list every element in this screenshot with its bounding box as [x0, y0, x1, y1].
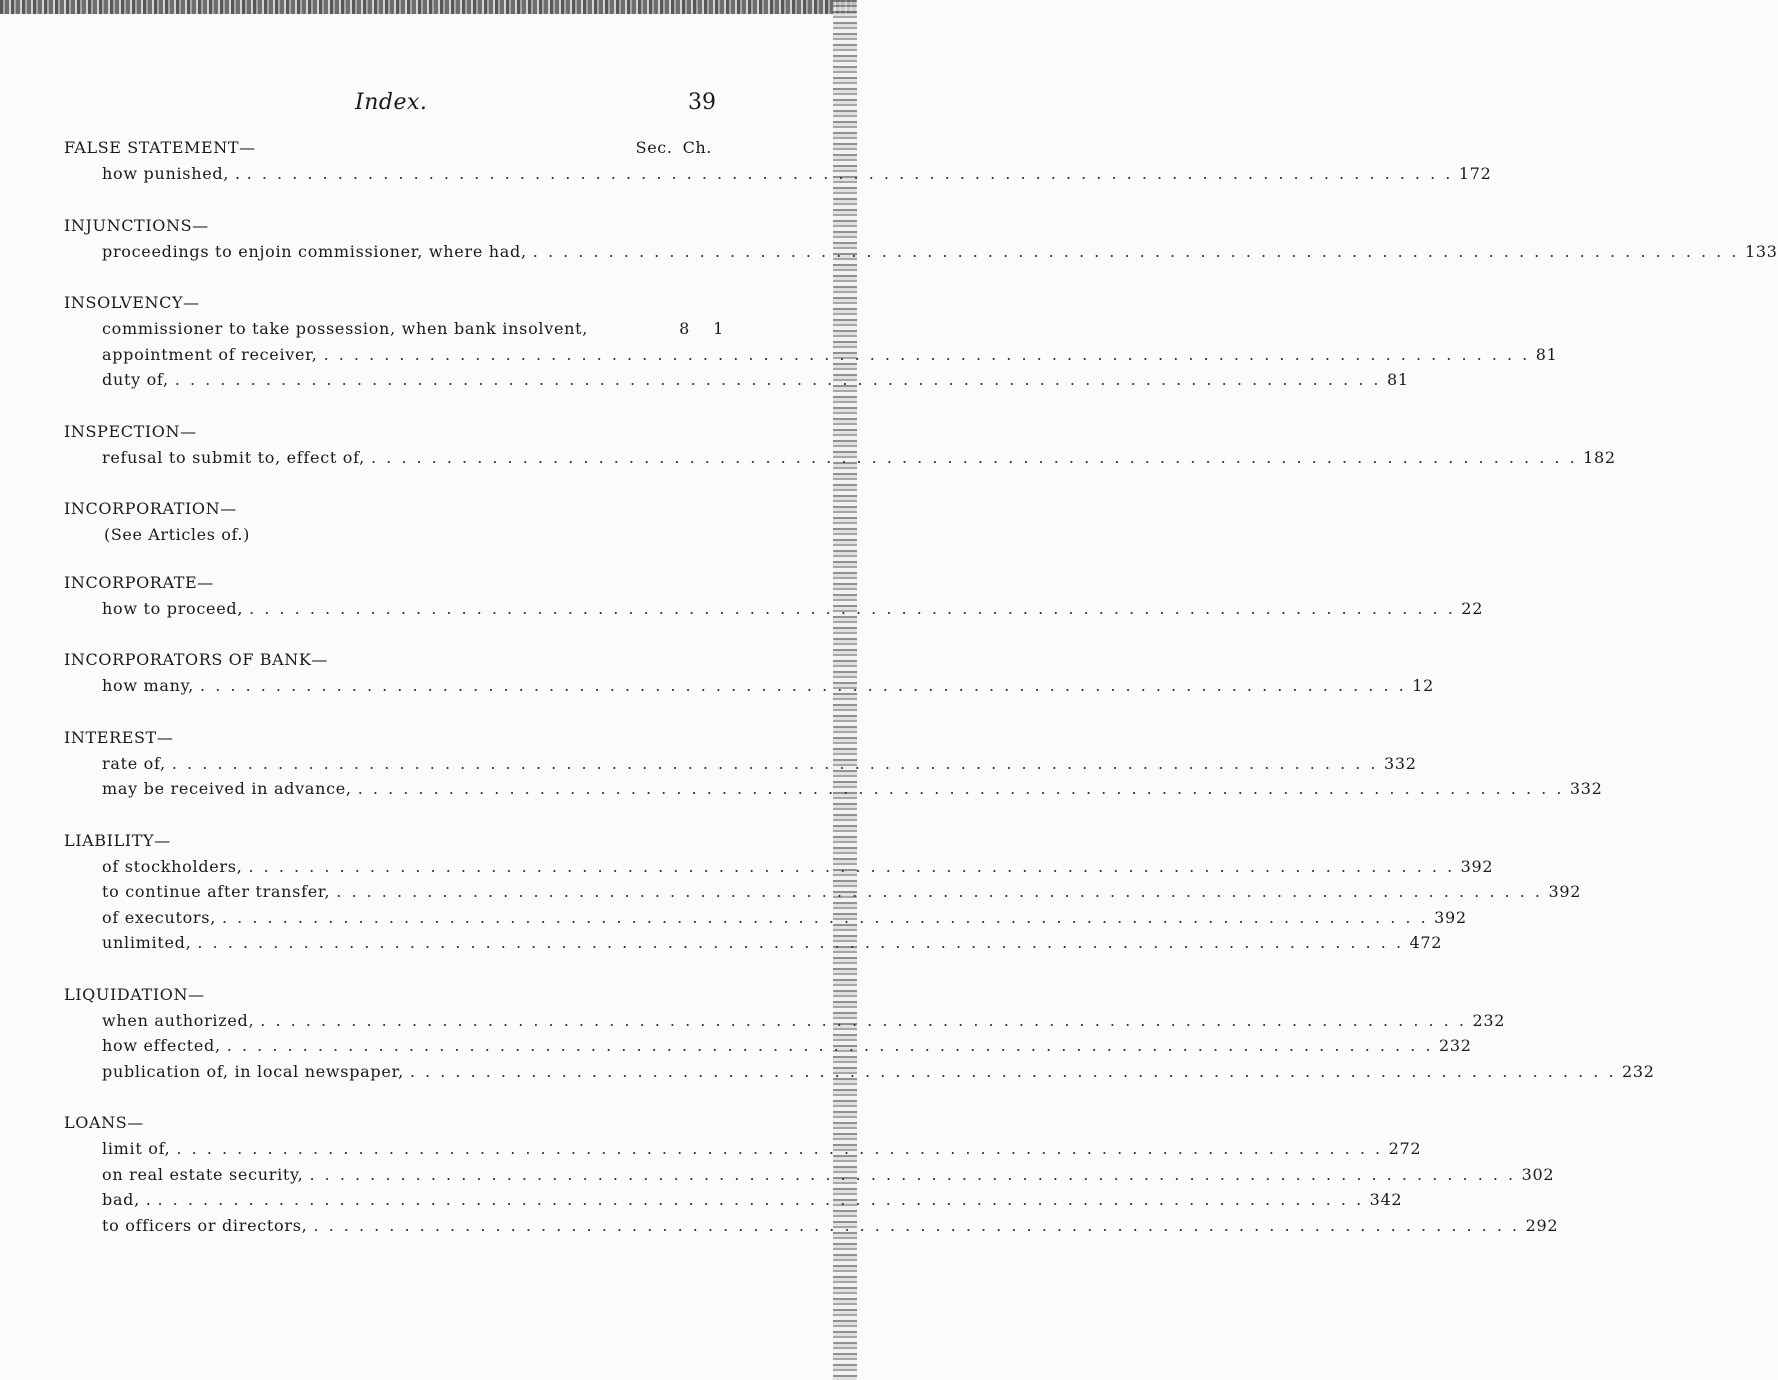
section-heading: INSOLVENCY—	[64, 293, 200, 312]
index-entry	[64, 319, 724, 345]
section-number: 8	[679, 319, 690, 338]
index-entry	[64, 1164, 1555, 1191]
entry-text: of executors,	[102, 907, 216, 927]
index-entry	[64, 370, 1409, 396]
chapter-number: 2	[1482, 856, 1494, 876]
dot-leader: . . . . . . . . . . . . . . . . . . . . . . . . . . . . . . . . . . . . . . . . . . . . . . . . . . . . . . . . . . . . . . . . . . . . . . . . . . . . . . . .	[336, 882, 1543, 901]
chapter-number: 2	[1591, 779, 1603, 798]
dot-leader: . . . . . . . . . . . . . . . . . . . . . . . . . . . . . . . . . . . . . . . . . . . . . . . . . . . . . . . . . . . . . . . . . . . . . . . . . . . . . . . .	[309, 1164, 1516, 1184]
index-section	[64, 984, 1655, 1114]
section-spacer	[64, 805, 724, 831]
index-section	[64, 727, 1603, 831]
index-entry	[64, 344, 1558, 371]
entry-text: refusal to submit to, effect of,	[102, 447, 365, 467]
index-entry	[64, 164, 1492, 190]
index-entry	[64, 1061, 1655, 1088]
section-heading-row	[64, 138, 724, 164]
index-entry	[64, 1139, 1422, 1165]
entry-text: when authorized,	[102, 1010, 255, 1030]
section-spacer	[64, 551, 724, 573]
index-entry	[64, 1036, 1472, 1062]
section-heading-row	[64, 499, 724, 525]
section-number: 33	[1569, 779, 1592, 798]
section-heading: INSPECTION—	[64, 421, 197, 441]
dot-leader: . . . . . . . . . . . . . . . . . . . . . . . . . . . . . . . . . . . . . . . . . . . . . . . . . . . . . . . . . . . . . . . . . . . . . . . . . . . . . . . .	[323, 344, 1530, 364]
dot-leader: . . . . . . . . . . . . . . . . . . . . . . . . . . . . . . . . . . . . . . . . . . . . . . . . . . . . . . . . . . . . . . . . . . . . . . . . . . . . . . . .	[174, 370, 1381, 389]
dot-leader: . . . . . . . . . . . . . . . . . . . . . . . . . . . . . . . . . . . . . . . . . . . . . . . . . . . . . . . . . . . . . . . . . . . . . . . . . . . . . . . .	[248, 856, 1455, 876]
index-section	[64, 421, 1616, 500]
entry-text: how many,	[102, 676, 195, 695]
chapter-number: 2	[1460, 1036, 1472, 1055]
section-heading: LIABILITY—	[64, 830, 171, 850]
chapter-number: 2	[1455, 907, 1467, 927]
entry-text: proceedings to enjoin commissioner, where had,	[102, 241, 527, 261]
section-heading: INCORPORATORS OF BANK—	[64, 650, 328, 669]
section-number: 30	[1521, 1164, 1544, 1184]
chapter-number: 2	[1472, 598, 1484, 618]
section-heading-row	[64, 985, 724, 1011]
section-heading-row	[64, 293, 724, 319]
chapter-number: 2	[1410, 1139, 1422, 1158]
chapter-number: 2	[1391, 1190, 1403, 1209]
index-entry	[64, 753, 1417, 780]
section-heading-row	[64, 650, 724, 676]
entry-text: to officers or directors,	[102, 1215, 308, 1235]
index-entry	[64, 676, 1434, 702]
section-heading-row	[64, 831, 724, 857]
section-number: 8	[1535, 344, 1547, 364]
entry-text: how punished, .	[102, 164, 241, 183]
dot-leader: . . . . . . . . . . . . . . . . . . . . . . . . . . . . . . . . . . . . . . . . . . . . . . . . . . . . . . . . . . . . . . . . . . . . . . . . . . . . . . . .	[197, 933, 1404, 952]
index-section	[64, 138, 1492, 216]
section-heading: INCORPORATE—	[64, 572, 214, 592]
index-entry	[64, 933, 1443, 959]
section-number: 8	[1386, 370, 1398, 389]
scan-top-edge	[0, 0, 857, 14]
entry-text: how to proceed,	[102, 598, 244, 618]
entry-text: publication of, in local newspaper,	[102, 1061, 404, 1081]
chapter-number: 3	[1766, 241, 1778, 261]
running-title: Index.	[355, 90, 428, 115]
index-section	[64, 499, 724, 573]
dot-leader: . . . . . . . . . . . . . . . . . . . . . . . . . . . . . . . . . . . . . . . . . . . . . . . . . . . . . . . . . . . . . . . . . . . . . . . . . . . . . . . .	[221, 907, 1429, 927]
dot-leader: . . . . . . . . . . . . . . . . . . . . . . . . . . . . . . . . . . . . . . . . . . . . . . . . . . . . . . . . . . . . . . . . . . . . . . . . . . . . . . . .	[246, 164, 1453, 183]
section-spacer	[64, 267, 724, 293]
section-heading: INCORPORATION—	[64, 499, 237, 518]
index-entry	[64, 907, 1467, 934]
dot-leader: . . . . . . . . . . . . . . . . . . . . . . . . . . . . . . . . . . . . . . . . . . . . . . . . . . . . . . . . . . . . . . . . . . . . . . . . . . . . . . . .	[226, 1036, 1433, 1055]
section-number: 23	[1438, 1036, 1461, 1055]
section-number: 39	[1460, 856, 1483, 876]
section-number: 27	[1388, 1139, 1411, 1158]
section-heading: LIQUIDATION—	[64, 984, 205, 1004]
section-spacer	[64, 396, 724, 422]
chapter-number: 2	[1547, 1215, 1559, 1235]
index-section	[64, 293, 1558, 422]
dot-leader: . . . . . . . . . . . . . . . . . . . . . . . . . . . . . . . . . . . . . . . . . . . . . . . . . . . . . . . . . . . . . . . . . . . . . . . . . . . . . . . .	[357, 779, 1564, 798]
entry-text: on real estate security,	[102, 1164, 304, 1184]
chapter-number: 2	[1570, 882, 1582, 901]
section-number: 2	[1461, 598, 1473, 618]
section-number: 33	[1384, 753, 1406, 773]
dot-leader: . . . . . . . . . . . . . . . . . . . . . . . . . . . . . . . . . . . . . . . . . . . . . . . . . . . . . . . . . . . . . . . . . . . . . . . . . . . . . . . .	[157, 1190, 1364, 1209]
ch-column-header: Ch.	[682, 138, 712, 157]
chapter-number: 1	[713, 319, 724, 338]
entry-text: limit of,	[102, 1139, 171, 1158]
section-number: 13	[1744, 241, 1767, 261]
section-spacer	[64, 702, 724, 728]
section-number: 1	[1412, 676, 1424, 695]
dot-leader: . . . . . . . . . . . . . . . . . . . . . . . . . . . . . . . . . . . . . . . . . . . . . . . . . . . . . . . . . . . . . . . . . . . . . . . . . . . . . . . .	[249, 598, 1456, 618]
dot-leader: . . . . . . . . . . . . . . . . . . . . . . . . . . . . . . . . . . . . . . . . . . . . . . . . . . . . . . . . . . . . . . . . . . . . . . . . . . . . . . . .	[409, 1061, 1617, 1081]
dot-leader: . . . . . . . . . . . . . . . . . . . . . . . . . . . . . . . . . . . . . . . . . . . . . . . . . . . . . . . . . . . . . . . . . . . . . . . . . . . . . . . .	[200, 676, 1407, 695]
section-heading: INJUNCTIONS—	[64, 215, 209, 235]
index-list	[64, 138, 1778, 1241]
section-heading-row	[64, 1113, 724, 1139]
entry-text: bad, .	[102, 1190, 152, 1209]
sec-column-header: Sec.	[635, 138, 673, 157]
index-section	[64, 215, 1778, 294]
entry-text: commissioner to take possession, when bank insolvent,	[102, 319, 589, 338]
entry-text: appointment of receiver,	[102, 344, 318, 364]
entry-text: may be received in advance,	[102, 779, 352, 798]
index-entry	[64, 1190, 1403, 1216]
section-number: 39	[1548, 882, 1571, 901]
index-section	[64, 1113, 1559, 1241]
section-number: 34	[1369, 1190, 1392, 1209]
section-heading-row	[64, 422, 724, 448]
index-entry	[64, 1010, 1506, 1037]
page-number: 39	[688, 90, 716, 115]
index-entry	[64, 1215, 1559, 1242]
entry-text: rate of,	[102, 753, 166, 773]
index-section	[64, 650, 1434, 728]
chapter-number: 2	[1431, 933, 1443, 952]
page-header	[0, 90, 857, 124]
index-entry	[64, 447, 1616, 474]
index-section	[64, 830, 1582, 985]
section-spacer	[64, 1087, 724, 1113]
chapter-number: 2	[1643, 1061, 1655, 1081]
section-number: 23	[1622, 1061, 1644, 1081]
dot-leader: . . . . . . . . . . . . . . . . . . . . . . . . . . . . . . . . . . . . . . . . . . . . . . . . . . . . . . . . . . . . . . . . . . . . . . . . . . . . . . . .	[176, 1139, 1383, 1158]
index-entry	[64, 882, 1582, 908]
dot-leader: . . . . . . . . . . . . . . . . . . . . . . . . . . . . . . . . . . . . . . . . . . . . . . . . . . . . . . . . . . . . . . . . . . . . . . . . . . . . . . . .	[313, 1215, 1520, 1235]
section-number: 18	[1583, 447, 1605, 467]
chapter-number: 2	[1494, 1010, 1506, 1030]
chapter-number: 2	[1543, 1164, 1555, 1184]
section-heading-row	[64, 728, 724, 754]
section-number: 29	[1525, 1215, 1548, 1235]
entry-text: to continue after transfer,	[102, 882, 331, 901]
column-headers	[636, 138, 712, 157]
entry-text: unlimited,	[102, 933, 192, 952]
see-also-reference: (See Articles of.)	[104, 525, 250, 544]
index-entry	[64, 598, 1484, 625]
chapter-number: 2	[1480, 164, 1492, 183]
chapter-number: 2	[1423, 676, 1434, 695]
chapter-number: 2	[1405, 753, 1417, 773]
section-spacer	[64, 624, 724, 650]
section-heading: FALSE STATEMENT—	[64, 138, 256, 157]
chapter-number: 1	[1546, 344, 1558, 364]
section-heading-row	[64, 573, 724, 599]
section-heading-row	[64, 216, 724, 242]
section-spacer	[64, 959, 724, 985]
index-section	[64, 572, 1484, 651]
dot-leader: . . . . . . . . . . . . . . . . . . . . . . . . . . . . . . . . . . . . . . . . . . . . . . . . . . . . . . . . . . . . . . . . . . . . . . . . . . . . . . . .	[370, 447, 1578, 467]
chapter-number: 1	[1397, 370, 1409, 389]
entry-text: duty of,	[102, 370, 169, 389]
dot-leader: . . . . . . . . . . . . . . . . . . . . . . . . . . . . . . . . . . . . . . . . . . . . . . . . . . . . . . . . . . . . . . . . . . . . . . . . . . . . . . . .	[260, 1010, 1467, 1030]
section-number: 23	[1472, 1010, 1495, 1030]
section-number: 39	[1434, 907, 1456, 927]
index-entry	[64, 856, 1494, 883]
chapter-number: 2	[1604, 447, 1616, 467]
section-heading: INTEREST—	[64, 727, 174, 747]
dot-leader: . . . . . . . . . . . . . . . . . . . . . . . . . . . . . . . . . . . . . . . . . . . . . . . . . . . . . . . . . . . . . . . . . . . . . . . . . . . . . . . .	[171, 753, 1379, 773]
index-entry	[64, 779, 1603, 805]
index-entry	[64, 241, 1778, 268]
section-number: 47	[1409, 933, 1432, 952]
section-spacer	[64, 473, 724, 499]
entry-text: of stockholders,	[102, 856, 243, 876]
section-heading: LOANS—	[64, 1113, 144, 1132]
entry-text: how effected,	[102, 1036, 221, 1055]
dot-leader: . . . . . . . . . . . . . . . . . . . . . . . . . . . . . . . . . . . . . . . . . . . . . . . . . . . . . . . . . . . . . . . . . . . . . . . . . . . . . . . .	[532, 241, 1739, 261]
section-spacer	[64, 190, 724, 216]
section-number: 17	[1458, 164, 1481, 183]
